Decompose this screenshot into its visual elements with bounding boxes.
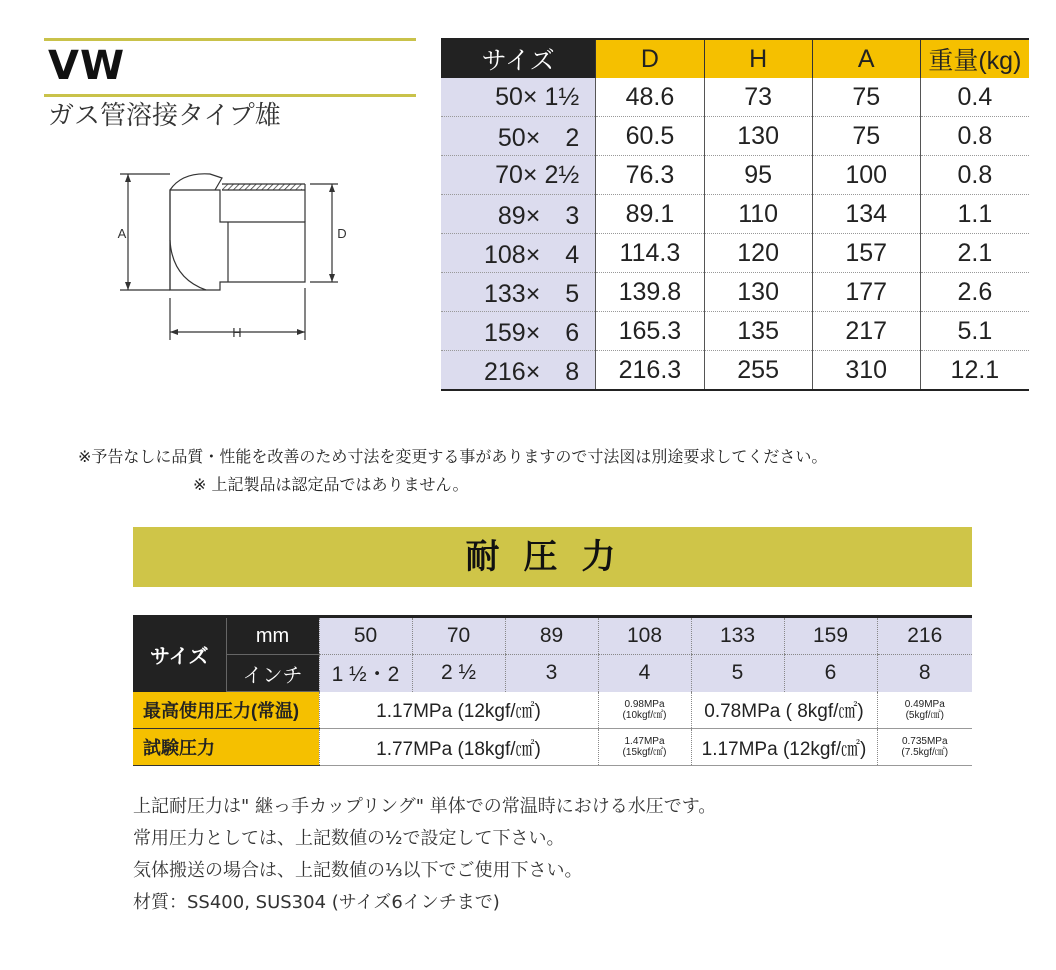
dimension-header-row: [441, 39, 1029, 78]
cell-weight: 0.4: [920, 78, 1029, 117]
cell-weight: 12.1: [920, 351, 1029, 391]
mm-label: mm: [226, 617, 319, 655]
mm-value: 159: [784, 617, 877, 655]
max-pressure-b-mpa: 0.98MPa: [624, 698, 665, 710]
cell-weight: 0.8: [920, 156, 1029, 195]
cell-weight: 0.8: [920, 117, 1029, 156]
cell-a: 100: [812, 156, 920, 195]
cell-h: 73: [704, 78, 812, 117]
test-pressure-c: 1.17MPa (12kgf/㎠): [691, 729, 877, 766]
product-subtitle: ガス管溶接タイプ雄: [48, 101, 281, 131]
note-not-certified: ※ 上記製品は認定品ではありません。: [193, 475, 469, 494]
max-pressure-d-kgf: (5kgf/㎠): [905, 709, 944, 721]
max-pressure-d-mpa: 0.49MPa: [904, 698, 945, 710]
table-row: [441, 312, 1029, 351]
cell-weight: 2.1: [920, 234, 1029, 273]
col-size: サイズ: [441, 39, 596, 78]
product-title: VW: [48, 43, 126, 89]
inch-value: 3: [505, 655, 598, 692]
table-row: [441, 117, 1029, 156]
table-row: [441, 234, 1029, 273]
cell-a: 177: [812, 273, 920, 312]
cell-h: 130: [704, 117, 812, 156]
pressure-row-inch: [133, 655, 972, 692]
table-row: [441, 156, 1029, 195]
cell-d: 114.3: [596, 234, 704, 273]
cell-h: 110: [704, 195, 812, 234]
table-row: [441, 273, 1029, 312]
table-row: [441, 351, 1029, 391]
mm-value: 89: [505, 617, 598, 655]
footer-note-3: 気体搬送の場合は、上記数値の⅓以下でご使用下さい。: [133, 860, 583, 881]
cell-a: 134: [812, 195, 920, 234]
max-pressure-d: [877, 692, 972, 729]
inch-value: 8: [877, 655, 972, 692]
inch-label: インチ: [226, 655, 319, 692]
cell-a: 310: [812, 351, 920, 391]
cell-a: 217: [812, 312, 920, 351]
max-pressure-label: 最高使用圧力(常温): [133, 692, 319, 729]
cell-size: 89× 3: [441, 195, 596, 234]
cell-d: 48.6: [596, 78, 704, 117]
table-row: [441, 195, 1029, 234]
pressure-row-max: [133, 692, 972, 729]
cell-size: 108× 4: [441, 234, 596, 273]
footer-note-1: 上記耐圧力は" 継っ手カップリング" 単体での常温時における水圧です。: [133, 796, 717, 817]
mm-value: 50: [319, 617, 412, 655]
table-row: [441, 78, 1029, 117]
pressure-row-test: [133, 729, 972, 766]
dim-label-h: H: [232, 325, 242, 340]
size-label: サイズ: [133, 617, 226, 692]
inch-value: 2 ½: [412, 655, 505, 692]
test-pressure-d: [877, 729, 972, 766]
cell-h: 130: [704, 273, 812, 312]
col-weight: 重量(kg): [920, 39, 1029, 78]
cell-size: 159× 6: [441, 312, 596, 351]
cell-d: 139.8: [596, 273, 704, 312]
cell-weight: 2.6: [920, 273, 1029, 312]
test-pressure-label: 試験圧力: [133, 729, 319, 766]
test-pressure-d-kgf: (7.5kgf/㎠): [901, 747, 949, 758]
max-pressure-b: [598, 692, 691, 729]
cell-h: 95: [704, 156, 812, 195]
test-pressure-b-mpa: 1.47MPa: [624, 736, 665, 747]
max-pressure-c: 0.78MPa ( 8kgf/㎠): [691, 692, 877, 729]
test-pressure-b: [598, 729, 691, 766]
cell-d: 60.5: [596, 117, 704, 156]
mm-value: 70: [412, 617, 505, 655]
pressure-row-mm: [133, 617, 972, 655]
cell-weight: 1.1: [920, 195, 1029, 234]
col-d: D: [596, 39, 704, 78]
pressure-table: [133, 615, 972, 766]
cell-a: 157: [812, 234, 920, 273]
footer-note-4: 材質：SS400, SUS304 (サイズ6インチまで): [133, 892, 500, 913]
mm-value: 216: [877, 617, 972, 655]
col-a: A: [812, 39, 920, 78]
cell-size: 216× 8: [441, 351, 596, 391]
cell-size: 70× 2½: [441, 156, 596, 195]
inch-value: 5: [691, 655, 784, 692]
mm-value: 108: [598, 617, 691, 655]
max-pressure-a: 1.17MPa (12kgf/㎠): [319, 692, 598, 729]
dimension-table: [441, 38, 1029, 391]
cell-d: 165.3: [596, 312, 704, 351]
inch-value: 6: [784, 655, 877, 692]
cell-a: 75: [812, 78, 920, 117]
test-pressure-d-mpa: 0.735MPa: [901, 736, 948, 747]
cell-size: 133× 5: [441, 273, 596, 312]
inch-value: 1 ½・2: [319, 655, 412, 692]
note-spec-change: ※予告なしに品質・性能を改善のため寸法を変更する事がありますので寸法図は別途要求してください。: [78, 447, 828, 466]
max-pressure-b-kgf: (10kgf/㎠): [622, 709, 667, 721]
footer-note-2: 常用圧力としては、上記数値の½で設定して下さい。: [133, 828, 565, 849]
dim-label-a: A: [117, 226, 127, 241]
cell-a: 75: [812, 117, 920, 156]
pressure-section-title: 耐圧力: [133, 527, 972, 587]
cell-d: 89.1: [596, 195, 704, 234]
cell-h: 120: [704, 234, 812, 273]
test-pressure-b-kgf: (15kgf/㎠): [622, 747, 667, 758]
inch-value: 4: [598, 655, 691, 692]
cell-weight: 5.1: [920, 312, 1029, 351]
col-h: H: [704, 39, 812, 78]
cell-size: 50× 2: [441, 117, 596, 156]
cell-d: 216.3: [596, 351, 704, 391]
cell-h: 135: [704, 312, 812, 351]
header-rule-top: [44, 38, 416, 41]
cell-d: 76.3: [596, 156, 704, 195]
dim-label-d: D: [337, 226, 347, 241]
cell-h: 255: [704, 351, 812, 391]
test-pressure-a: 1.77MPa (18kgf/㎠): [319, 729, 598, 766]
cell-size: 50× 1½: [441, 78, 596, 117]
mm-value: 133: [691, 617, 784, 655]
fitting-drawing: [110, 160, 360, 350]
header-rule-bottom: [44, 94, 416, 97]
